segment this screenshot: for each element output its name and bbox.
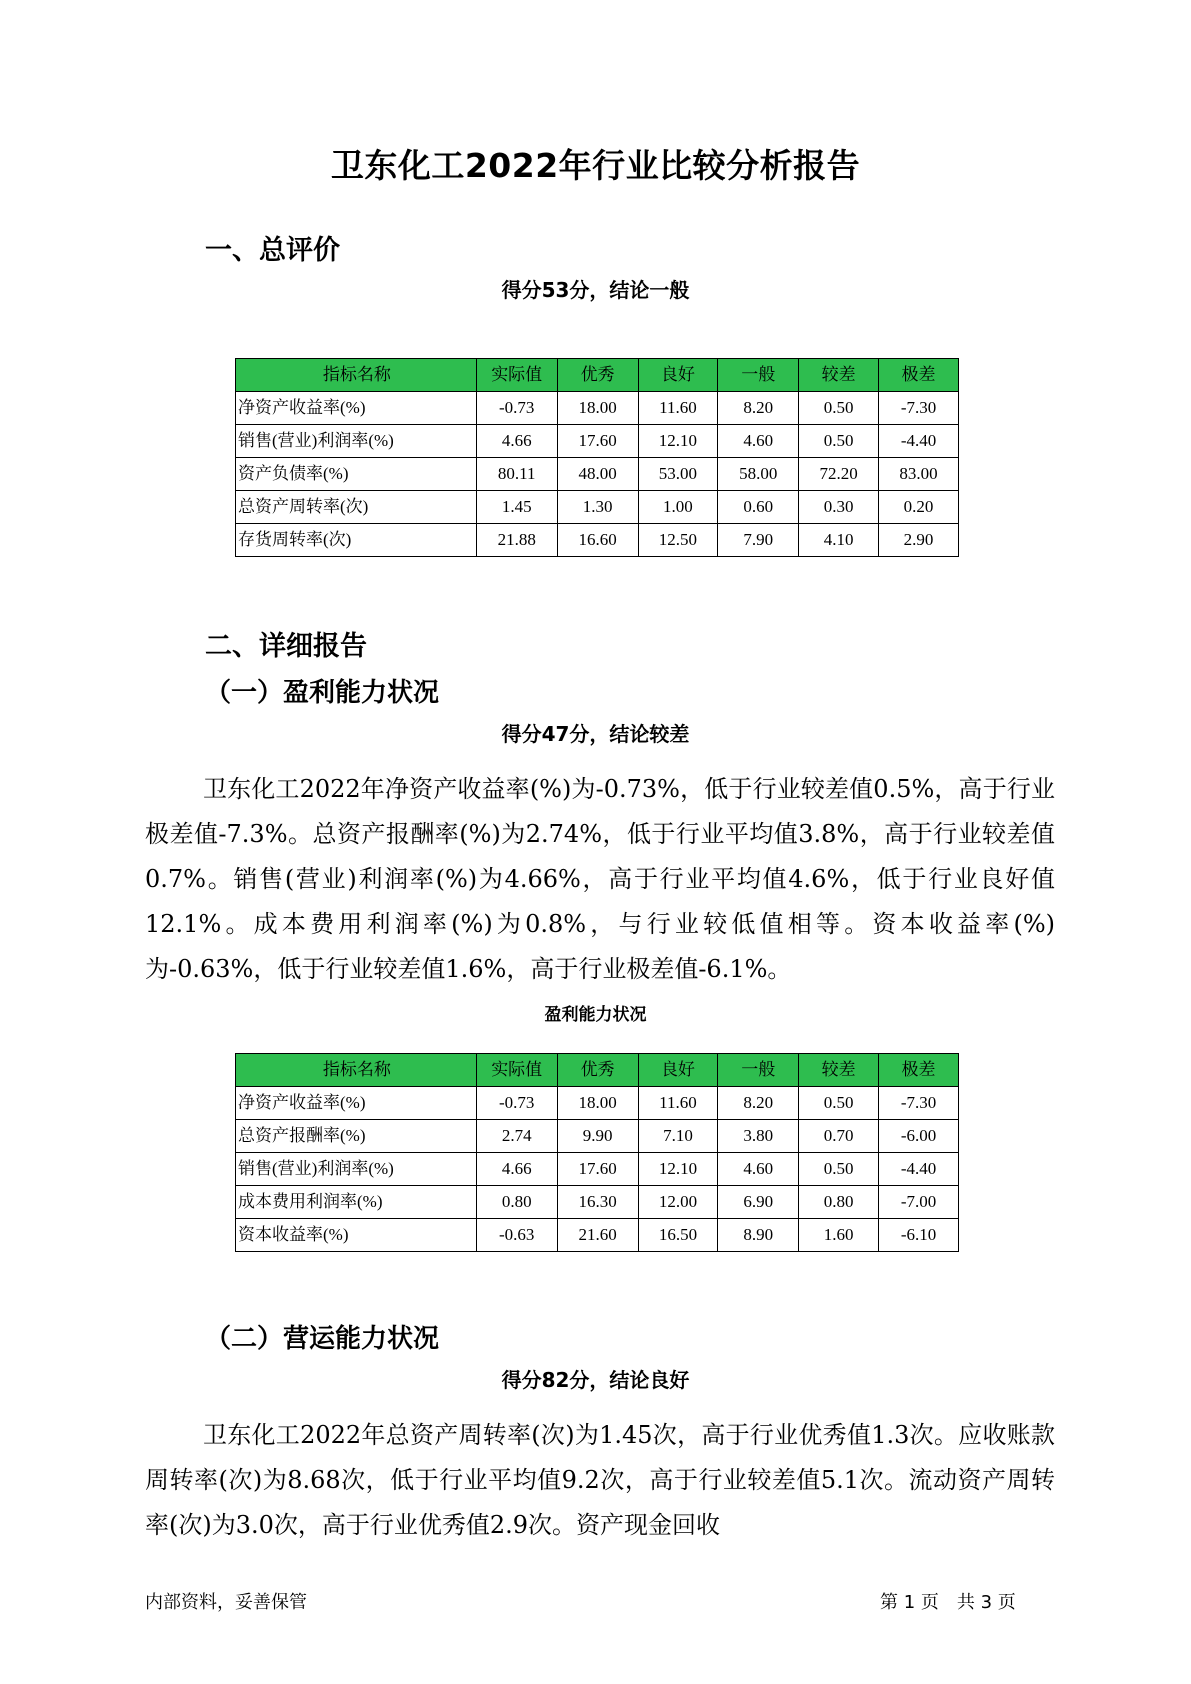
value-cell: 11.60 [638,392,718,425]
value-cell: 16.30 [557,1186,638,1219]
value-cell: -7.00 [879,1186,959,1219]
value-cell: 4.10 [799,524,879,557]
table-header-cell: 极差 [879,1054,959,1087]
value-cell: 72.20 [799,458,879,491]
operation-score: 得分82分，结论良好 [501,1368,690,1392]
table-header-cell: 指标名称 [236,1054,477,1087]
value-cell: 12.10 [638,425,718,458]
value-cell: 4.60 [718,1153,799,1186]
profitability-paragraph [145,767,1055,992]
value-cell: 83.00 [879,458,959,491]
value-cell: 48.00 [557,458,638,491]
table-row [236,524,959,557]
table-header-row [236,359,959,392]
value-cell: 0.20 [879,491,959,524]
value-cell: 18.00 [557,1087,638,1120]
value-cell: 11.60 [638,1087,718,1120]
value-cell: 8.20 [718,1087,799,1120]
value-cell: 58.00 [718,458,799,491]
profitability-score: 得分47分，结论较差 [501,722,690,746]
subsection-heading-profitability: （一）盈利能力状况 [205,678,440,708]
value-cell: 0.50 [799,1153,879,1186]
overall-score: 得分53分，结论一般 [501,278,690,302]
indicator-name-cell: 净资产收益率(%) [236,392,477,425]
value-cell: 12.00 [638,1186,718,1219]
profitability-table-caption: 盈利能力状况 [544,1005,647,1025]
value-cell: 3.80 [718,1120,799,1153]
table-header-cell: 优秀 [557,359,638,392]
value-cell: 8.20 [718,392,799,425]
value-cell: 16.60 [557,524,638,557]
table-row [236,1120,959,1153]
value-cell: -4.40 [879,425,959,458]
value-cell: 0.50 [799,392,879,425]
value-cell: 0.80 [799,1186,879,1219]
table-header-cell: 实际值 [476,1054,557,1087]
value-cell: 0.80 [476,1186,557,1219]
value-cell: 4.66 [476,1153,557,1186]
value-cell: 6.90 [718,1186,799,1219]
value-cell: -4.40 [879,1153,959,1186]
indicator-name-cell: 净资产收益率(%) [236,1087,477,1120]
table-header-cell: 实际值 [476,359,557,392]
value-cell: 9.90 [557,1120,638,1153]
table-header-cell: 优秀 [557,1054,638,1087]
profitability-text: 卫东化工2022年净资产收益率(%)为-0.73%，低于行业较差值0.5%，高于行业极差值-7.3%。总资产报酬率(%)为2.74%，低于行业平均值3.8%，高于行业较差值0.7%。销售(营业)利润率(%)为4.66%，高于行业平均值4.6%，低于行业良好值12.1%。成本费用利润率(%)为0.8%，与行业较低值相等。资本收益率(%)为-0.63%，低于行业较差值1.6%，高于行业极差值-6.1%。 [145,775,1055,983]
subsection-heading-operation: （二）营运能力状况 [205,1324,440,1354]
indicator-name-cell: 存货周转率(次) [236,524,477,557]
value-cell: 12.10 [638,1153,718,1186]
indicator-name-cell: 总资产报酬率(%) [236,1120,477,1153]
table-header-cell: 指标名称 [236,359,477,392]
value-cell: -6.10 [879,1219,959,1252]
indicator-name-cell: 资本收益率(%) [236,1219,477,1252]
table-row [236,491,959,524]
value-cell: 2.74 [476,1120,557,1153]
value-cell: 0.30 [799,491,879,524]
indicator-name-cell: 成本费用利润率(%) [236,1186,477,1219]
value-cell: -0.73 [476,1087,557,1120]
value-cell: 0.60 [718,491,799,524]
table-row [236,1087,959,1120]
value-cell: 1.30 [557,491,638,524]
value-cell: -6.00 [879,1120,959,1153]
value-cell: 53.00 [638,458,718,491]
footer-confidential: 内部资料，妥善保管 [145,1592,307,1613]
overall-table [235,358,959,557]
table-header-row [236,1054,959,1087]
value-cell: 0.50 [799,425,879,458]
value-cell: 1.45 [476,491,557,524]
value-cell: 0.50 [799,1087,879,1120]
section-heading-overall: 一、总评价 [205,235,340,266]
table-header-cell: 良好 [638,359,718,392]
value-cell: 8.90 [718,1219,799,1252]
value-cell: 80.11 [476,458,557,491]
table-header-cell: 极差 [879,359,959,392]
table-row [236,1219,959,1252]
value-cell: 17.60 [557,425,638,458]
operation-paragraph [145,1413,1055,1548]
indicator-name-cell: 销售(营业)利润率(%) [236,425,477,458]
value-cell: 21.60 [557,1219,638,1252]
indicator-name-cell: 总资产周转率(次) [236,491,477,524]
table-row [236,458,959,491]
table-row [236,1186,959,1219]
table-header-cell: 一般 [718,1054,799,1087]
value-cell: -0.63 [476,1219,557,1252]
value-cell: 16.50 [638,1219,718,1252]
profitability-table [235,1053,959,1252]
operation-text: 卫东化工2022年总资产周转率(次)为1.45次，高于行业优秀值1.3次。应收账款周转率(次)为8.68次，低于行业平均值9.2次，高于行业较差值5.1次。流动资产周转率(次)为3.0次，高于行业优秀值2.9次。资产现金回收 [145,1421,1055,1539]
indicator-name-cell: 资产负债率(%) [236,458,477,491]
value-cell: -7.30 [879,392,959,425]
value-cell: 7.90 [718,524,799,557]
table-header-cell: 一般 [718,359,799,392]
value-cell: 21.88 [476,524,557,557]
value-cell: -7.30 [879,1087,959,1120]
footer-page-number: 第 1 页 共 3 页 [880,1592,1016,1613]
value-cell: 17.60 [557,1153,638,1186]
value-cell: -0.73 [476,392,557,425]
table-header-cell: 良好 [638,1054,718,1087]
value-cell: 4.60 [718,425,799,458]
table-header-cell: 较差 [799,359,879,392]
table-row [236,1153,959,1186]
page-title: 卫东化工2022年行业比较分析报告 [330,146,861,185]
table-row [236,392,959,425]
section-heading-detail: 二、详细报告 [205,631,367,662]
indicator-name-cell: 销售(营业)利润率(%) [236,1153,477,1186]
value-cell: 18.00 [557,392,638,425]
value-cell: 12.50 [638,524,718,557]
value-cell: 7.10 [638,1120,718,1153]
table-header-cell: 较差 [799,1054,879,1087]
value-cell: 0.70 [799,1120,879,1153]
value-cell: 1.60 [799,1219,879,1252]
value-cell: 4.66 [476,425,557,458]
table-row [236,425,959,458]
value-cell: 1.00 [638,491,718,524]
value-cell: 2.90 [879,524,959,557]
